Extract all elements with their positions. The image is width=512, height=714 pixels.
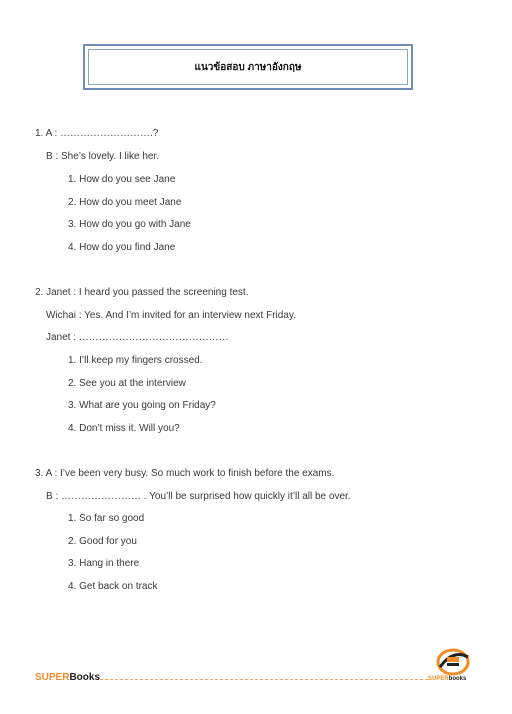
q2-option-3: 3. What are you going on Friday? [68, 400, 216, 411]
footer-brand-books: Books [69, 672, 101, 683]
q2-line-3: Janet : ……………………………………… [46, 332, 229, 343]
page-title: แนวข้อสอบ ภาษาอังกฤษ [194, 61, 302, 73]
q2-option-1: 1. I’ll keep my fingers crossed. [68, 355, 203, 366]
logo-label [428, 676, 466, 682]
q2-option-4: 4. Don’t miss it. Will you? [68, 423, 180, 434]
q1-option-2: 2. How do you meet Jane [68, 197, 182, 208]
q3-option-1: 1. So far so good [68, 513, 145, 524]
q3-prompt: 3. A : I’ve been very busy. So much work to finish before the exams. [35, 468, 335, 479]
footer-brand [35, 672, 100, 683]
q2-prompt: 2. Janet : I heard you passed the screening test. [35, 287, 249, 298]
q1-prompt: 1. A : ……………………….? [35, 128, 159, 139]
footer-divider [100, 679, 428, 680]
q2-line-2: Wichai : Yes. And I’m invited for an interview next Friday. [46, 310, 296, 321]
q1-option-1: 1. How do you see Jane [68, 174, 176, 185]
footer-brand-super: SUPER [35, 672, 70, 683]
q3-option-2: 2. Good for you [68, 536, 137, 547]
logo-label-super: SUPER [428, 676, 449, 682]
q2-option-2: 2. See you at the interview [68, 378, 186, 389]
q1-option-4: 4. How do you find Jane [68, 242, 176, 253]
q1-option-3: 3. How do you go with Jane [68, 219, 191, 230]
q3-option-3: 3. Hang in there [68, 558, 140, 569]
q3-option-4: 4. Get back on track [68, 581, 158, 592]
q3-response: B : …………………… . You’ll be surprised how quickly it’ll all be over. [46, 491, 351, 502]
q1-response: B : She’s lovely. I like her. [46, 151, 160, 162]
title-box [83, 44, 413, 90]
logo-label-books: books [448, 676, 467, 682]
